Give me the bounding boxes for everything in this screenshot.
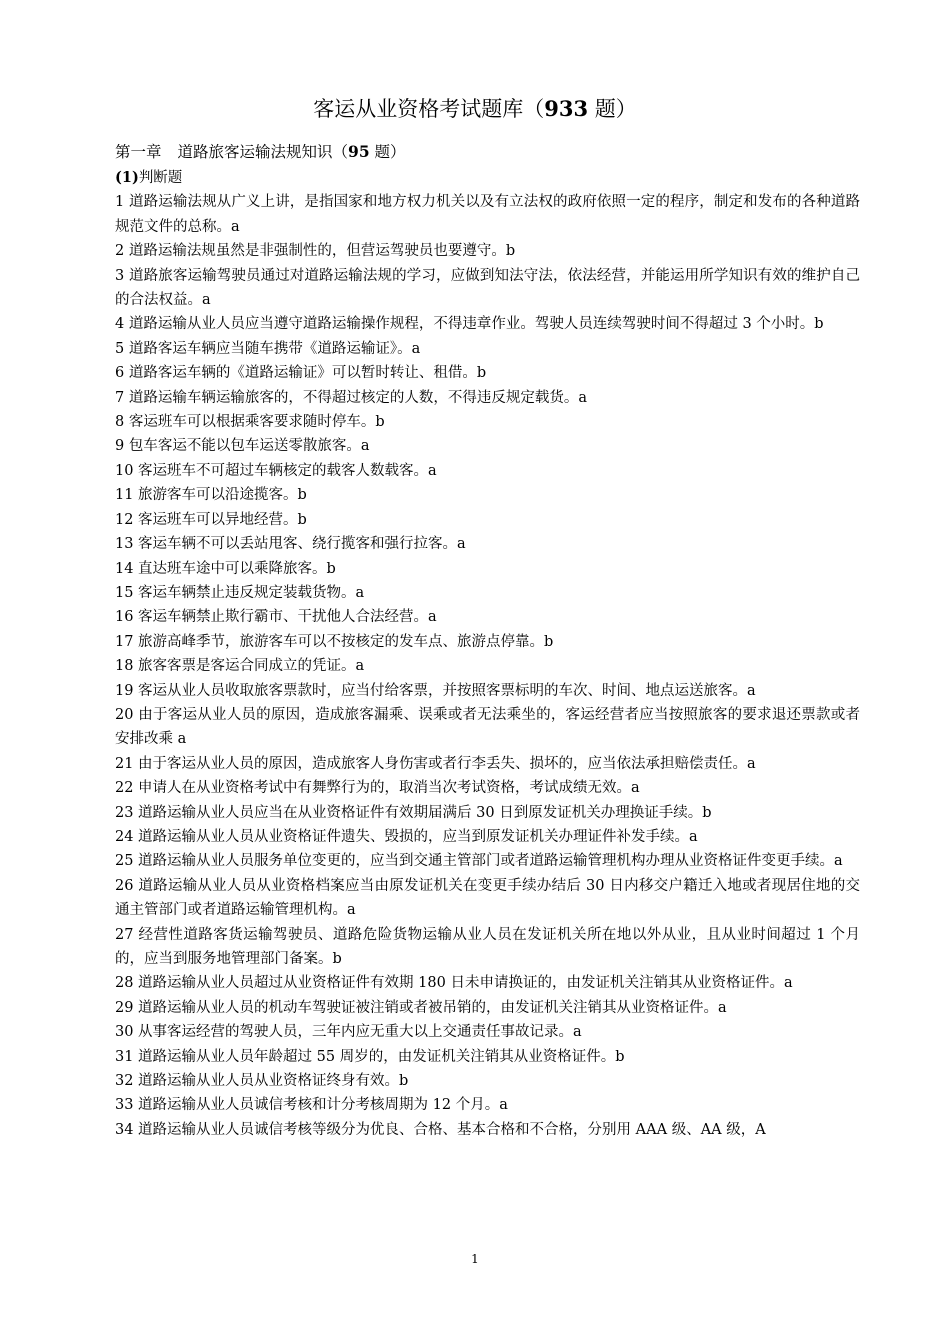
question-item: 9 包车客运不能以包车运送零散旅客。a	[115, 438, 370, 455]
question-item: 27 经营性道路客货运输驾驶员、道路危险货物运输从业人员在发证机关所在地以外从业，且从业时间超过 1 个月的，应当到服务地管理部门备案。b	[115, 926, 860, 967]
question-item: 21 由于客运从业人员的原因，造成旅客人身伤害或者行李丢失、损坏的，应当依法承担赔偿责任。a	[115, 755, 756, 772]
question-item: 18 旅客客票是客运合同成立的凭证。a	[115, 658, 365, 675]
question-item: 12 客运班车可以异地经营。b	[115, 511, 307, 528]
question-item: 14 直达班车途中可以乘降旅客。b	[115, 560, 336, 577]
page-number: 1	[471, 1252, 479, 1266]
question-item: 4 道路运输从业人员应当遵守道路运输操作规程，不得违章作业。驾驶人员连续驾驶时间不得超过 3 个小时。b	[115, 316, 824, 333]
question-item: 16 客运车辆禁止欺行霸市、干扰他人合法经营。a	[115, 609, 437, 626]
question-item: 11 旅游客车可以沿途揽客。b	[115, 487, 307, 504]
question-item: 28 道路运输从业人员超过从业资格证件有效期 180 日未申请换证的，由发证机关注销其从业资格证件。a	[115, 975, 793, 992]
chapter-heading	[115, 140, 860, 166]
question-item: 6 道路客运车辆的《道路运输证》可以暂时转让、租借。b	[115, 365, 487, 382]
section-number: (1)	[115, 169, 139, 186]
question-item: 33 道路运输从业人员诚信考核和计分考核周期为 12 个月。a	[115, 1097, 508, 1114]
title-count: 933	[544, 96, 589, 121]
title-suffix: 题）	[588, 97, 637, 121]
question-item: 31 道路运输从业人员年龄超过 55 周岁的，由发证机关注销其从业资格证件。b	[115, 1048, 625, 1065]
question-item: 10 客运班车不可超过车辆核定的载客人数载客。a	[115, 462, 437, 479]
question-item: 30 从事客运经营的驾驶人员，三年内应无重大以上交通责任事故记录。a	[115, 1024, 582, 1041]
chapter-suffix: 题）	[369, 143, 406, 161]
title-text: 客运从业资格考试题库（	[313, 97, 545, 121]
question-item: 20 由于客运从业人员的原因，造成旅客漏乘、误乘或者无法乘坐的，客运经营者应当按照旅客的要求退还票款或者安排改乘 a	[115, 706, 860, 748]
question-item: 22 申请人在从业资格考试中有舞弊行为的，取消当次考试资格，考试成绩无效。a	[115, 780, 640, 797]
question-item: 34 道路运输从业人员诚信考核等级分为优良、合格、基本合格和不合格，分别用 AAA 级、AA 级，A	[115, 1121, 766, 1138]
section-name: 判断题	[138, 170, 183, 186]
question-item: 32 道路运输从业人员从业资格证终身有效。b	[115, 1073, 409, 1090]
question-item: 17 旅游高峰季节，旅游客车可以不按核定的发车点、旅游点停靠。b	[115, 633, 554, 650]
question-item: 7 道路运输车辆运输旅客的，不得超过核定的人数，不得违反规定载货。a	[115, 389, 587, 406]
section-heading	[115, 166, 860, 190]
question-item: 13 客运车辆不可以丢站甩客、绕行揽客和强行拉客。a	[115, 536, 466, 553]
question-item: 25 道路运输从业人员服务单位变更的，应当到交通主管部门或者道路运输管理机构办理从业资格证件变更手续。a	[115, 853, 843, 870]
question-item: 2 道路运输法规虽然是非强制性的，但营运驾驶员也要遵守。b	[115, 243, 516, 260]
question-item: 29 道路运输从业人员的机动车驾驶证被注销或者被吊销的，由发证机关注销其从业资格证件。a	[115, 999, 727, 1016]
question-item: 23 道路运输从业人员应当在从业资格证件有效期届满后 30 日到原发证机关办理换证手续。b	[115, 804, 712, 821]
document-body	[115, 140, 860, 1142]
chapter-name: 道路旅客运输法规知识（	[177, 143, 349, 161]
question-item: 26 道路运输从业人员从业资格档案应当由原发证机关在变更手续办结后 30 日内移交户籍迁入地或者现居住地的交通主管部门或者道路运输管理机构。a	[115, 877, 860, 919]
question-item: 5 道路客运车辆应当随车携带《道路运输证》。a	[115, 340, 421, 357]
question-item: 19 客运从业人员收取旅客票款时，应当付给客票，并按照客票标明的车次、时间、地点运送旅客。a	[115, 682, 756, 699]
question-item: 3 道路旅客运输驾驶员通过对道路运输法规的学习，应做到知法守法，依法经营，并能运用所学知识有效的维护自己的合法权益。a	[115, 267, 860, 309]
question-item: 24 道路运输从业人员从业资格证件遗失、毁损的，应当到原发证机关办理证件补发手续。a	[115, 828, 698, 845]
chapter-label: 第一章	[115, 143, 162, 161]
question-item: 1 道路运输法规从广义上讲，是指国家和地方权力机关以及有立法权的政府依照一定的程序，制定和发布的各种道路规范文件的总称。a	[115, 194, 860, 235]
question-item: 15 客运车辆禁止违反规定装载货物。a	[115, 584, 365, 601]
question-item: 8 客运班车可以根据乘客要求随时停车。b	[115, 414, 385, 431]
chapter-count: 95	[348, 142, 370, 161]
document-title	[0, 94, 950, 124]
